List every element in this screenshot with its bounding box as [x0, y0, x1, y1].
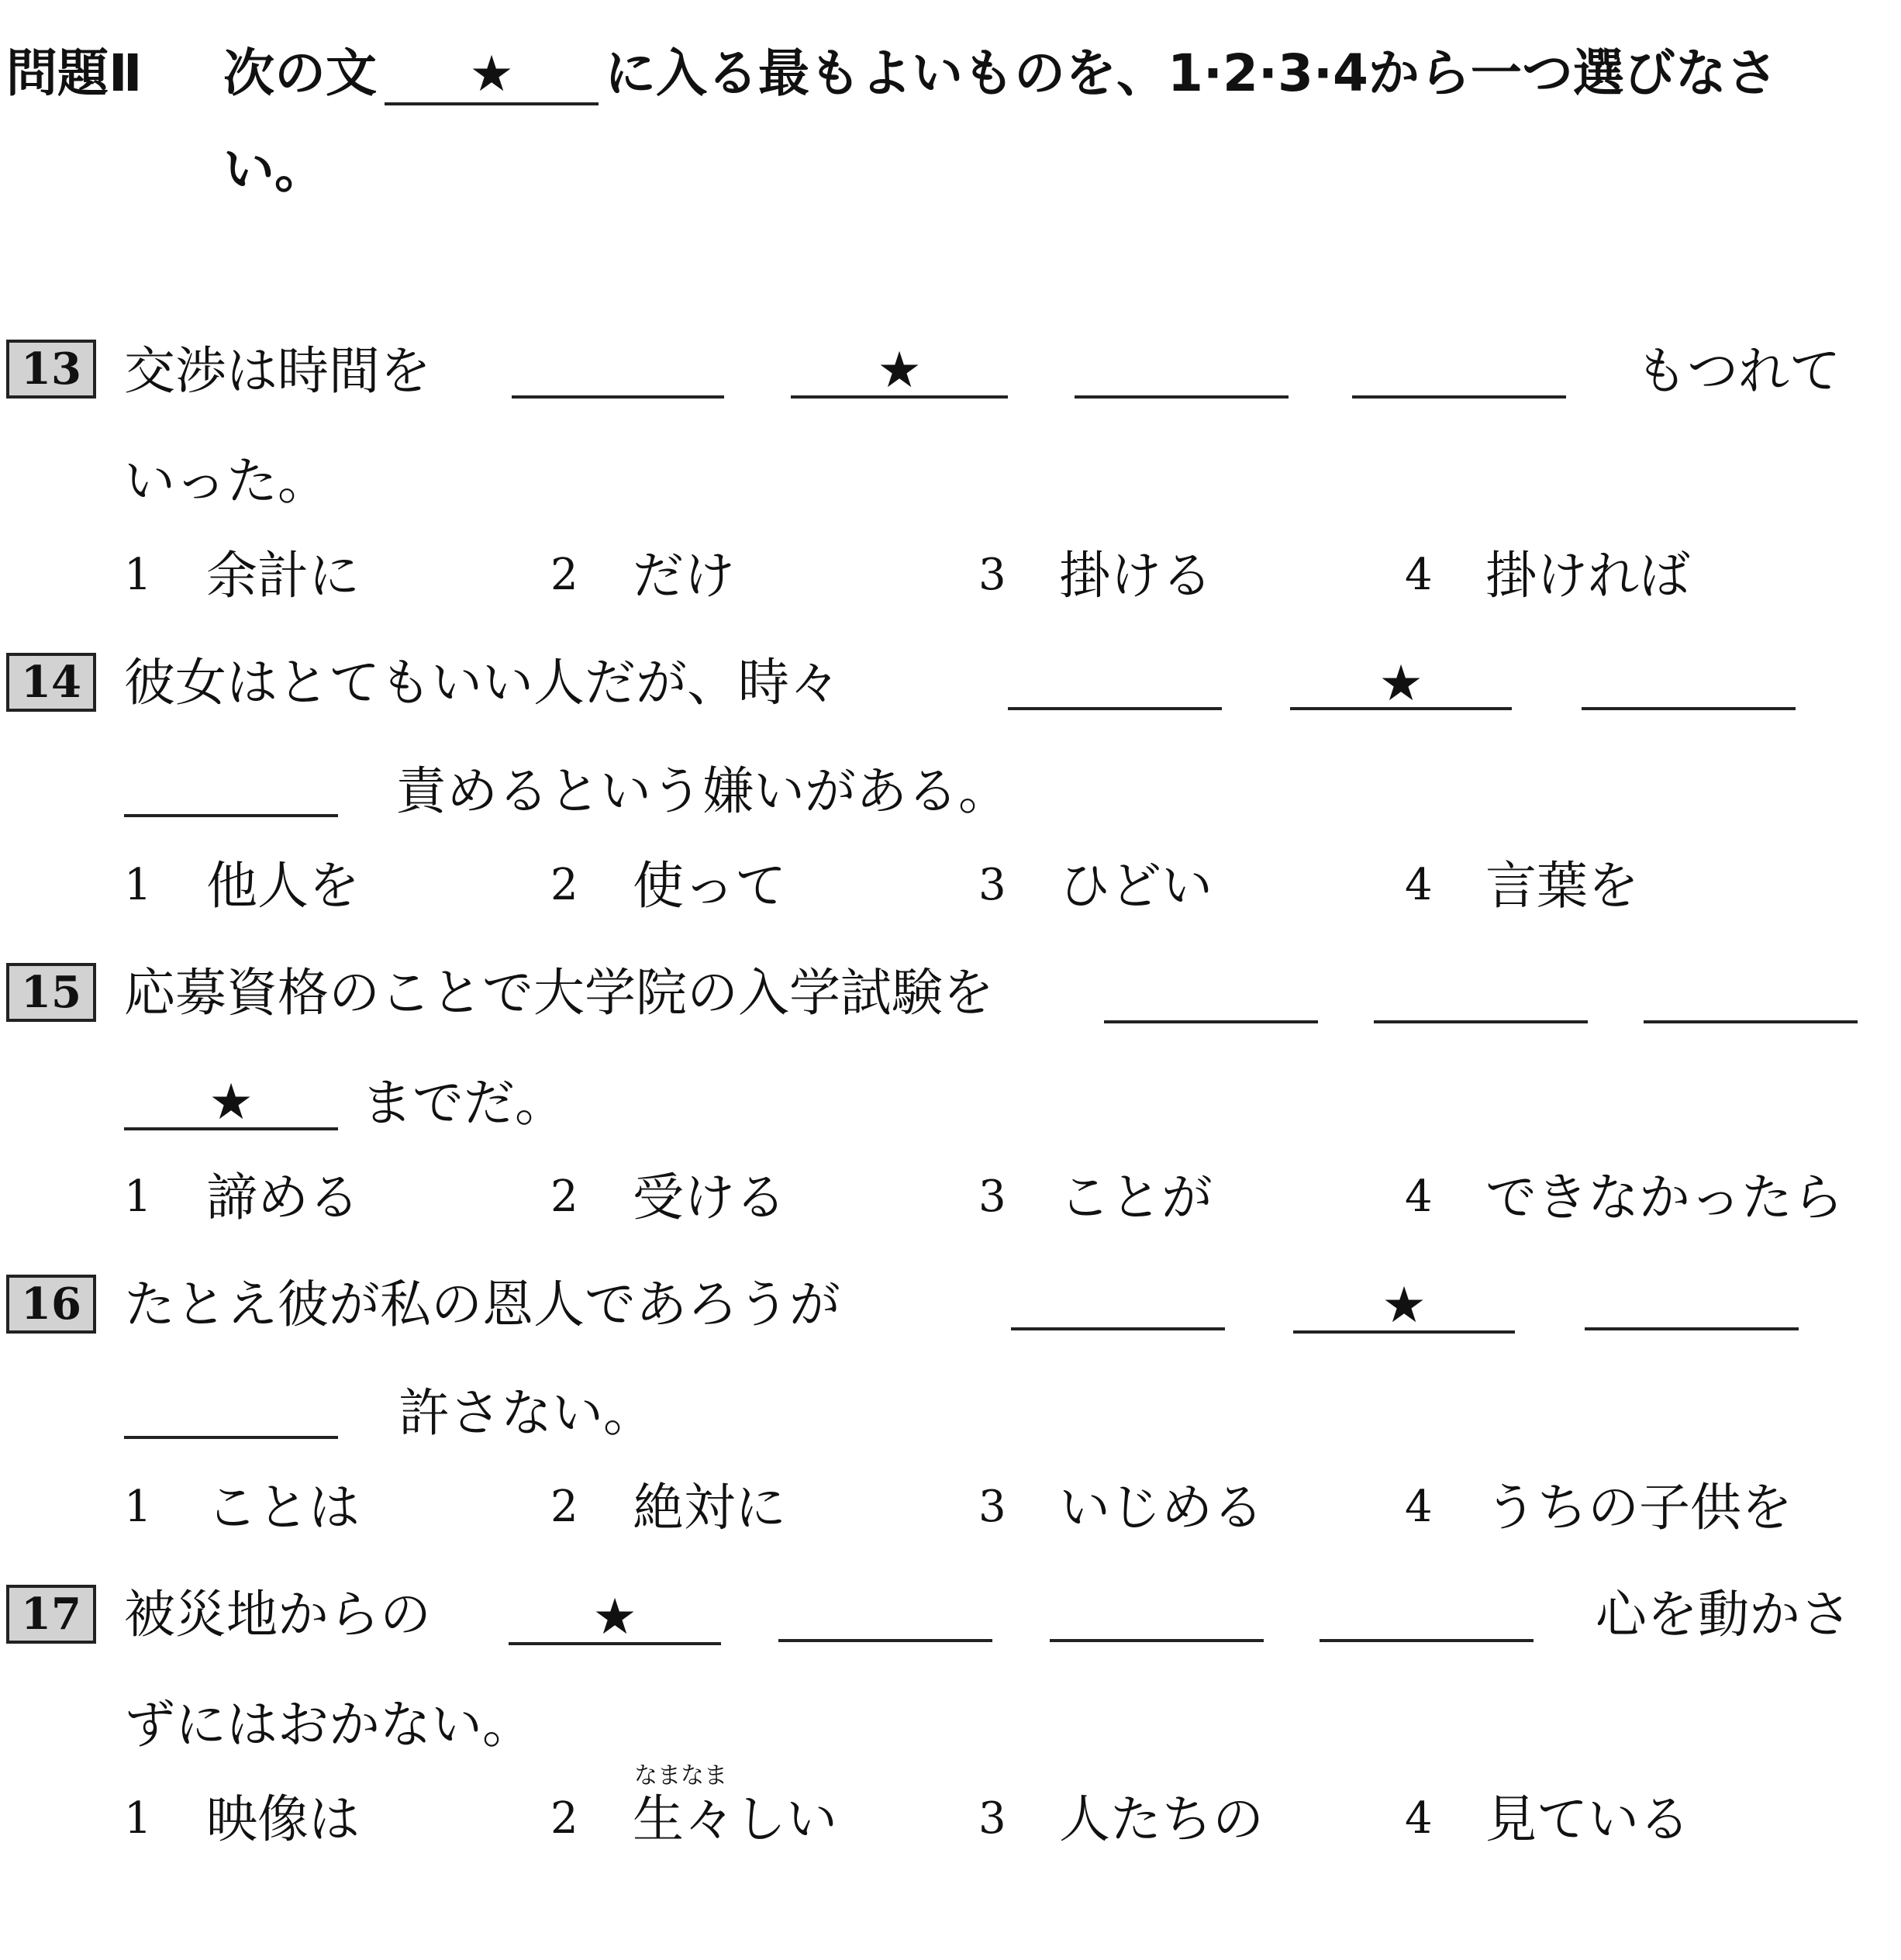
question-text: たとえ彼が私の恩人であろうが [124, 1275, 840, 1334]
option-text: 見ている [1485, 1789, 1690, 1849]
option-number: 3 [978, 1172, 1006, 1222]
answer-blank [1104, 1020, 1318, 1023]
question-text: 応募資格のことで大学院の入学試験を [124, 963, 994, 1023]
answer-blank [124, 814, 338, 817]
option-number: 4 [1405, 1172, 1433, 1222]
option-number: 2 [550, 550, 578, 600]
option-text: 受ける [633, 1168, 786, 1227]
star-marker: ★ [592, 1589, 637, 1646]
option-text: 生々しい [633, 1789, 837, 1849]
option-text: 人たちの [1059, 1789, 1264, 1849]
answer-blank [1075, 395, 1289, 399]
option-number: 1 [124, 1172, 152, 1222]
question-text-line2: 許さない。 [398, 1383, 654, 1443]
question-text-line2: 責めるという嫌いがある。 [395, 761, 1009, 821]
option-text: 使って [633, 856, 786, 916]
question-text-line2: いった。 [124, 451, 329, 511]
option-number: 3 [978, 550, 1006, 600]
option-number: 4 [1405, 1482, 1433, 1532]
question-text: 彼女はとてもいい人だが、時々 [124, 653, 840, 713]
option-number: 3 [978, 1793, 1006, 1844]
question-number: 14 [6, 653, 96, 712]
furigana: なまなま [634, 1762, 727, 1789]
option-text: 絶対に [633, 1478, 786, 1537]
option-text: 余計に [206, 546, 360, 606]
option-number: 4 [1405, 1793, 1433, 1844]
option-text: できなかったら [1485, 1168, 1844, 1227]
option-number: 4 [1405, 550, 1433, 600]
answer-blank [778, 1639, 992, 1642]
section-label: 問題Ⅱ [6, 43, 143, 103]
option-text: ことが [1059, 1168, 1213, 1227]
answer-blank [1050, 1639, 1264, 1642]
option-text: いじめる [1059, 1478, 1264, 1537]
option-text: ひどい [1059, 856, 1213, 916]
answer-blank [1644, 1020, 1858, 1023]
option-text: うちの子供を [1485, 1478, 1792, 1537]
option-text: ことは [206, 1478, 360, 1537]
option-text: 掛ければ [1485, 546, 1690, 606]
option-number: 1 [124, 1482, 152, 1532]
question-text: 被災地からの [124, 1585, 431, 1644]
question-number: 13 [6, 340, 96, 399]
question-text-line2: までだ。 [361, 1073, 566, 1133]
option-text: 他人を [206, 856, 360, 916]
answer-blank [1352, 395, 1566, 399]
answer-blank [1320, 1639, 1534, 1642]
answer-blank [512, 395, 724, 399]
question-text-after: もつれて [1636, 341, 1841, 401]
question-number: 17 [6, 1585, 96, 1644]
answer-blank [1008, 707, 1222, 710]
star-marker: ★ [1378, 655, 1423, 713]
option-number: 1 [124, 860, 152, 910]
question-text-after: 心を動かさ [1596, 1585, 1851, 1644]
option-number: 2 [550, 860, 578, 910]
answer-blank [1582, 707, 1796, 710]
option-number: 2 [550, 1172, 578, 1222]
option-text: だけ [633, 546, 735, 606]
option-number: 4 [1405, 860, 1433, 910]
option-number: 3 [978, 1482, 1006, 1532]
instruction-text: 次の文 [223, 43, 377, 103]
option-text: 言葉を [1485, 856, 1639, 916]
answer-blank [1374, 1020, 1588, 1023]
option-text: 諦める [206, 1168, 360, 1227]
answer-blank [124, 1436, 338, 1439]
option-text: 掛ける [1059, 546, 1213, 606]
star-marker: ★ [1382, 1277, 1427, 1334]
option-number: 3 [978, 860, 1006, 910]
question-text: 交渉は時間を [124, 341, 431, 401]
option-number: 1 [124, 1793, 152, 1844]
answer-blank [1011, 1327, 1225, 1330]
star-marker: ★ [209, 1074, 254, 1131]
question-number: 16 [6, 1275, 96, 1334]
instruction-text-continued: い。 [223, 140, 326, 199]
instruction-star: ★ [469, 46, 514, 103]
option-number: 1 [124, 550, 152, 600]
question-number: 15 [6, 963, 96, 1022]
instruction-text-after: に入る最もよいものを、1·2·3·4から一つ選びなさ [605, 43, 1778, 103]
option-number: 2 [550, 1793, 578, 1844]
option-text: 映像は [206, 1789, 360, 1849]
star-marker: ★ [877, 342, 922, 399]
question-text-line2: ずにはおかない。 [124, 1695, 533, 1755]
answer-blank [1585, 1327, 1799, 1330]
option-number: 2 [550, 1482, 578, 1532]
